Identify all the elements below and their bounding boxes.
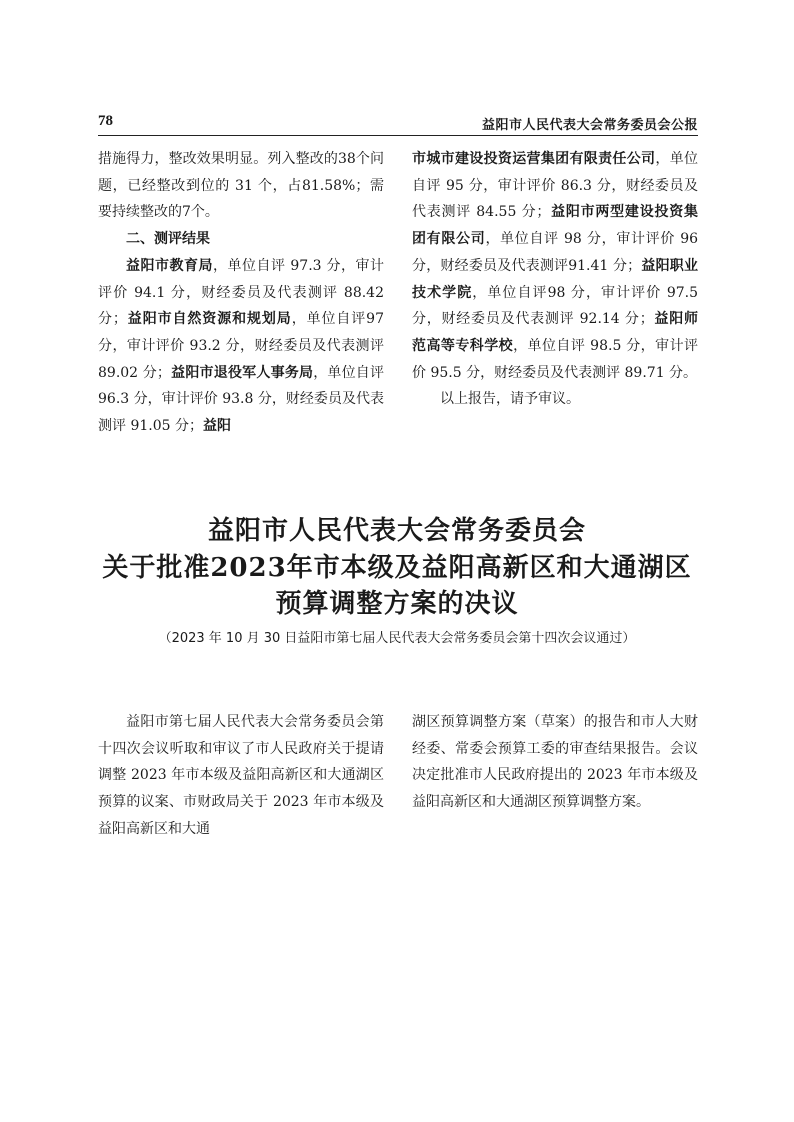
org-name: 市城市建设投资运营集团有限责任公司 [412, 151, 656, 167]
score-text: ，单位自评 98.5 分，审计评价 95.5 分，财经委员及代表测评 89.71 分。 [412, 337, 699, 381]
org-name: 益阳 [202, 418, 231, 435]
org-name: 益阳职业技术学院 [412, 257, 699, 301]
resolution-title-block [60, 513, 734, 649]
org-name: 益阳市退役军人事务局 [170, 364, 314, 381]
report-paragraph [412, 146, 698, 386]
score-text: ，单位自评97分，审计评价 93.2 分，财经委员及代表测评 89.02 分； [98, 311, 384, 381]
resolution-paragraph: 益阳市第七届人民代表大会常务委员会第十四次会议听取和审议了市人民政府关于提请调整 2023 年市本级及益阳高新区和大通湖区预算的议案、市财政局关于 2023 年市本级及益阳高新区和大通 [98, 714, 384, 837]
org-name: 益阳市两型建设投资集团有限公司 [412, 204, 698, 248]
resolution-paragraph: 湖区预算调整方案（草案）的报告和市人大财经委、常委会预算工委的审查结果报告。会议决定批准市人民政府提出的 2023 年市本级及益阳高新区和大通湖区预算调整方案。 [412, 714, 698, 811]
score-text: ，单位自评 97.3 分，审计评价 94.1 分，财经委员及代表测评 88.42 分； [98, 257, 385, 328]
section-heading: 二、测评结果 [126, 231, 210, 248]
org-name: 益阳市教育局 [126, 257, 213, 274]
closing-line: 以上报告，请予审议。 [440, 391, 580, 408]
org-name: 益阳市自然资源和规划局 [126, 311, 292, 328]
journal-name: 益阳市人民代表大会常务委员会公报 [481, 118, 698, 133]
resolution-left-column [98, 709, 384, 843]
report-left-column [98, 146, 384, 440]
page-number: 78 [98, 113, 113, 129]
resolution-right-column [412, 709, 698, 816]
score-text: ，单位自评 96.3 分，审计评价 93.8 分，财经委员及代表测评 91.05 分； [98, 364, 385, 435]
page-header [98, 113, 698, 136]
resolution-title-line-3: 预算调整方案的决议 [275, 589, 519, 619]
score-text: ，单位自评98 分，审计评价 97.5 分，财经委员及代表测评 92.14 分； [412, 284, 699, 328]
score-text: ，单位自评 95 分，审计评价 86.3 分，财经委员及代表测评 84.55 分； [412, 151, 699, 221]
resolution-title-line-2: 关于批准2023年市本级及益阳高新区和大通湖区 [102, 552, 692, 583]
resolution-subtitle: （2023 年 10 月 30 日益阳市第七届人民代表大会常务委员会第十四次会议通过） [158, 630, 636, 646]
org-name: 益阳师范高等专科学校 [412, 311, 698, 354]
report-right-column [412, 146, 698, 413]
resolution-title-line-1: 益阳市人民代表大会常务委员会 [207, 516, 586, 546]
report-paragraph [98, 253, 384, 440]
score-text: ，单位自评 98 分，审计评价 96 分，财经委员及代表测评91.41 分； [412, 231, 699, 274]
report-paragraph: 措施得力，整改效果明显。列入整改的38个问题，已经整改到位的 31 个，占81.58%；需要持续整改的7个。 [98, 151, 384, 221]
